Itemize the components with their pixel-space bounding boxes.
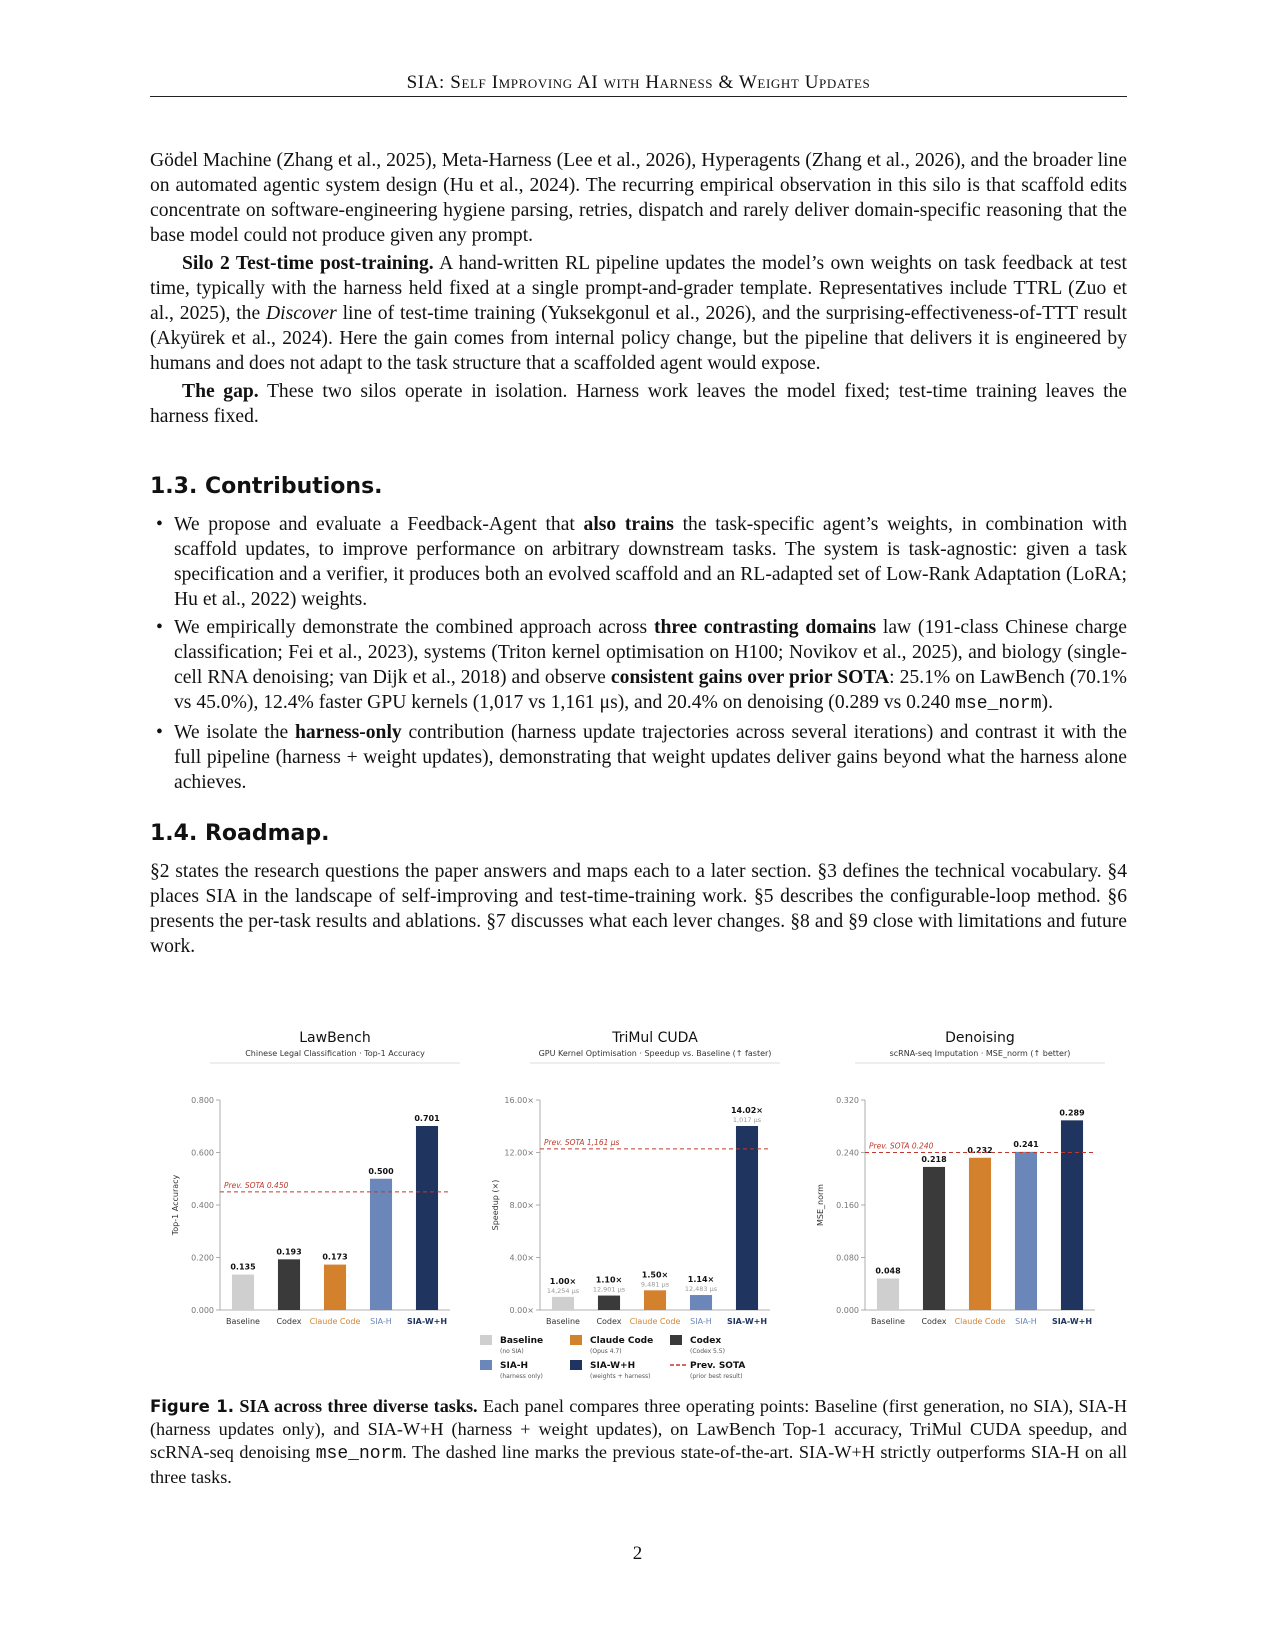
category-label: SIA-W+H <box>1051 1317 1093 1326</box>
chart-subtitle: Chinese Legal Classification · Top-1 Accuracy <box>245 1049 425 1058</box>
bar-sub-label: 1,017 μs <box>732 1115 762 1124</box>
bar <box>736 1126 758 1310</box>
bar-sub-label: 12,483 μs <box>684 1285 718 1294</box>
caption-code: mse_norm <box>315 1444 403 1464</box>
legend-note: (weights + harness) <box>590 1373 651 1380</box>
contributions-heading: 1.3. Contributions. <box>150 474 383 499</box>
legend-label: Baseline <box>500 1336 544 1346</box>
category-label: Baseline <box>226 1317 260 1326</box>
caption-label: Figure 1. <box>150 1397 235 1416</box>
category-label: SIA-W+H <box>726 1317 768 1326</box>
silo2-text-2: line of test-time training (Yuksekgonul et al., 2026), and the surprising-effectiveness-of-TTT result (Akyürek et al., 2024). Here the gain comes from internal policy change, but the pipeline that delivers it is engineered by humans and does not adapt to the task structure that a scaffolded agent would expose. <box>150 303 1127 374</box>
legend-swatch <box>570 1360 582 1370</box>
category-label: SIA-H <box>370 1317 392 1326</box>
caption-bold: SIA across three diverse tasks. <box>234 1396 478 1416</box>
bar <box>923 1167 945 1310</box>
roadmap-paragraph: §2 states the research questions the paper answers and maps each to a later section. §3 defines the technical vocabulary. §4 places SIA in the landscape of self-improving and test-time-training work. §5 describes the configurable-loop method. §6 presents the per-task results and ablations. §7 discusses what each lever changes. §8 and §9 close with limitations and future work. <box>150 861 1127 957</box>
y-tick-label: 0.800 <box>191 1096 214 1105</box>
bar-value-label: 1.10× <box>595 1275 623 1285</box>
category-label: Codex <box>596 1317 622 1326</box>
y-tick-label: 0.160 <box>836 1201 859 1210</box>
y-tick-label: 0.200 <box>191 1253 214 1263</box>
legend-label: Claude Code <box>590 1336 654 1346</box>
caption-text-1: Each panel compares three operating points: Baseline (first generation, no SIA), SIA-H (harness updates only), and SIA-W+H (harness + weight updates), on LawBench Top-1 accuracy, TriMul CUDA speedup, and scRNA-seq denoising <box>150 1396 1127 1462</box>
bar <box>969 1158 991 1310</box>
legend-note: (prior best result) <box>690 1373 743 1380</box>
bar-value-label: 0.232 <box>967 1145 993 1155</box>
bar-value-label: 0.500 <box>368 1166 394 1176</box>
contribution-item <box>150 512 1127 612</box>
silo2-text-1: A hand-written RL pipeline updates the model’s own weights on task feedback at test time, typically with the harness held fixed at a single prompt-and-grader template. Representatives include TTRL (Zuo et al., 2025), the <box>150 253 1127 324</box>
body-upper <box>150 148 1127 432</box>
category-label: Claude Code <box>954 1317 1006 1326</box>
contribution-text: contribution (harness update trajectories across several iterations) and contrast it with the full pipeline (harness + weight updates), demonstrating that weight updates deliver gains beyond what the harness alone achieves. <box>174 722 1127 793</box>
prev-sota-label: Prev. SOTA 1,161 μs <box>544 1137 620 1147</box>
y-tick-label: 0.400 <box>191 1201 214 1210</box>
bar <box>278 1259 300 1310</box>
bar-value-label: 0.701 <box>414 1113 440 1123</box>
chart-title: TriMul CUDA <box>612 1030 698 1046</box>
bar <box>232 1275 254 1310</box>
bar-value-label: 0.193 <box>276 1247 302 1257</box>
legend-swatch <box>570 1335 582 1345</box>
y-tick-label: 0.600 <box>191 1148 214 1158</box>
silo2-emph: Discover <box>266 303 337 324</box>
legend-swatch <box>480 1360 492 1370</box>
contribution-bold: consistent gains over prior SOTA <box>610 667 890 688</box>
category-label: SIA-H <box>1015 1317 1037 1326</box>
category-label: SIA-W+H <box>406 1317 448 1326</box>
legend-label: SIA-W+H <box>590 1361 636 1371</box>
y-axis-label: Top-1 Accuracy <box>171 1174 180 1236</box>
page-number: 2 <box>632 1543 643 1564</box>
chart-subtitle: GPU Kernel Optimisation · Speedup vs. Baseline (↑ faster) <box>538 1049 772 1058</box>
bar-value-label: 0.173 <box>322 1252 348 1262</box>
contribution-text: the task-specific agent’s weights, in combination with scaffold updates, to improve performance on arbitrary downstream tasks. The system is task-agnostic: given a task specification and a verifier, it produces both an evolved scaffold and an RL-adapted set of Low-Rank Adaptation (LoRA; Hu et al., 2022) weights. <box>174 514 1127 610</box>
y-tick-label: 0.000 <box>191 1306 214 1315</box>
legend-label: Codex <box>690 1336 722 1346</box>
bar-sub-label: 12,901 μs <box>592 1285 626 1294</box>
y-axis-label: Speedup (×) <box>491 1179 500 1231</box>
bar <box>690 1295 712 1310</box>
bar-value-label: 1.00× <box>549 1276 577 1286</box>
contribution-text: law (191-class Chinese charge classification; Fei et al., 2023), systems (Triton kernel optimisation on H100; Novikov et al., 2025), and biology (single-cell RNA denoising; van Dijk et al., 2018) and observe <box>174 617 1127 688</box>
legend-swatch <box>480 1335 492 1345</box>
header-rule <box>150 96 1127 97</box>
contribution-text: We empirically demonstrate the combined approach across <box>174 617 654 638</box>
silo2-paragraph <box>150 251 1127 376</box>
bar <box>416 1126 438 1310</box>
bar-value-label: 0.135 <box>230 1262 256 1272</box>
y-tick-label: 0.000 <box>836 1306 859 1315</box>
contribution-bold: also trains <box>583 514 674 535</box>
bar <box>1015 1152 1037 1310</box>
contribution-item <box>150 720 1127 795</box>
contribution-item <box>150 615 1127 717</box>
y-tick-label: 0.080 <box>836 1253 859 1263</box>
gap-heading: The gap. <box>182 381 259 402</box>
category-label: Codex <box>276 1317 302 1326</box>
roadmap-heading: 1.4. Roadmap. <box>150 821 330 846</box>
chart-title: LawBench <box>299 1030 371 1046</box>
bar-value-label: 0.289 <box>1059 1108 1085 1118</box>
y-tick-label: 0.320 <box>836 1096 859 1105</box>
bar-value-label: 1.50× <box>641 1270 669 1280</box>
bar-value-label: 0.048 <box>875 1266 901 1276</box>
category-label: Claude Code <box>309 1317 361 1326</box>
bar <box>598 1296 620 1310</box>
contributions-list <box>150 512 1127 795</box>
bar <box>370 1179 392 1310</box>
y-tick-label: 16.00× <box>504 1096 534 1105</box>
bar-sub-label: 14,254 μs <box>546 1286 580 1295</box>
legend-label: Prev. SOTA <box>690 1361 746 1371</box>
bar-value-label: 14.02× <box>730 1105 764 1115</box>
y-tick-label: 8.00× <box>509 1201 534 1210</box>
figure-1-charts <box>150 1030 1127 1385</box>
contribution-code: mse_norm <box>955 694 1042 714</box>
category-label: SIA-H <box>690 1317 712 1326</box>
legend-note: (Opus 4.7) <box>590 1348 622 1355</box>
legend-note: (Codex 5.5) <box>690 1348 725 1355</box>
intro-paragraph: Gödel Machine (Zhang et al., 2025), Meta-Harness (Lee et al., 2026), Hyperagents (Zhang et al., 2026), and the broader line on automated agentic system design (Hu et al., 2024). The recurring empirical observation in this silo is that scaffold edits concentrate on software-engineering hygiene parsing, retries, dispatch and rarely deliver domain-specific reasoning that the base model could not produce given any prompt. <box>150 150 1127 246</box>
bar-value-label: 0.241 <box>1013 1139 1039 1149</box>
category-label: Baseline <box>546 1317 580 1326</box>
legend-swatch <box>670 1335 682 1345</box>
legend-note: (harness only) <box>500 1373 543 1380</box>
bar-value-label: 1.14× <box>687 1275 715 1285</box>
y-tick-label: 0.240 <box>836 1148 859 1158</box>
y-tick-label: 12.00× <box>504 1148 534 1158</box>
caption-text-2: . The dashed line marks the previous state-of-the-art. SIA-W+H strictly outperforms SIA-H on all three tasks. <box>150 1442 1127 1487</box>
bar <box>1061 1120 1083 1310</box>
bar <box>552 1297 574 1310</box>
chart-title: Denoising <box>945 1030 1015 1046</box>
bar <box>877 1279 899 1311</box>
bar <box>644 1290 666 1310</box>
gap-text: These two silos operate in isolation. Harness work leaves the model fixed; test-time training leaves the harness fixed. <box>150 381 1128 427</box>
y-tick-label: 0.00× <box>509 1306 534 1315</box>
category-label: Baseline <box>871 1317 905 1326</box>
contribution-bold: three contrasting domains <box>653 617 877 638</box>
contributions-list-wrap <box>150 512 1127 798</box>
silo2-heading: Silo 2 Test-time post-training. <box>182 253 434 274</box>
bar <box>324 1265 346 1310</box>
contribution-bold: harness-only <box>294 722 402 743</box>
contribution-text: : 25.1% on LawBench (70.1% vs 45.0%), 12.4% faster GPU kernels (1,017 vs 1,161 μs), and 20.4% on denoising (0.289 vs 0.240 <box>174 667 1127 713</box>
bar-value-label: 0.218 <box>921 1154 947 1164</box>
prev-sota-label: Prev. SOTA 0.450 <box>224 1180 289 1190</box>
category-label: Claude Code <box>629 1317 681 1326</box>
y-axis-label: MSE_norm <box>816 1184 825 1226</box>
contribution-text: We propose and evaluate a Feedback-Agent that <box>174 514 584 535</box>
legend-note: (no SIA) <box>500 1348 524 1355</box>
prev-sota-label: Prev. SOTA 0.240 <box>869 1141 934 1151</box>
running-head: SIA: Self Improving AI with Harness & Weight Updates <box>406 72 871 93</box>
category-label: Codex <box>921 1317 947 1326</box>
gap-paragraph <box>150 379 1127 429</box>
contribution-text: ). <box>1041 692 1053 713</box>
y-tick-label: 4.00× <box>509 1253 534 1263</box>
legend-label: SIA-H <box>500 1361 529 1371</box>
contribution-text: We isolate the <box>174 722 295 743</box>
figure-caption <box>150 1395 1127 1489</box>
bar-sub-label: 9,481 μs <box>640 1280 670 1289</box>
chart-subtitle: scRNA-seq Imputation · MSE_norm (↑ better) <box>889 1049 1071 1058</box>
